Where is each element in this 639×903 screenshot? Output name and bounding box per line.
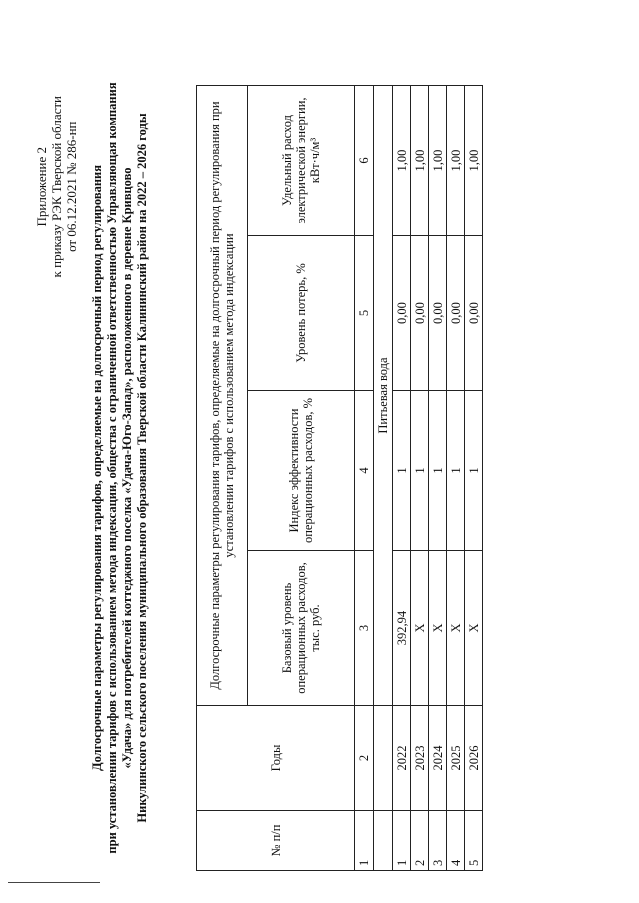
row-efficiency-index: 1: [465, 391, 483, 551]
column-number-cell: 5: [355, 236, 374, 391]
table-row: [429, 86, 447, 871]
header-efficiency-index: Индекс эффективности операционных расходов, %: [248, 391, 355, 551]
row-base-opex: X: [447, 551, 465, 706]
heading-line-2: при установлении тарифов с использованием метода индексации, общества с ограниченной ответственностью Управляющая компания: [105, 82, 119, 854]
table-row: [447, 86, 465, 871]
row-loss-level: 0,00: [411, 236, 429, 391]
appendix-line-2: к приказу РЭК Тверской области: [49, 96, 64, 278]
row-base-opex: X: [465, 551, 483, 706]
row-year: 2025: [447, 706, 465, 811]
row-loss-level: 0,00: [447, 236, 465, 391]
row-loss-level: 0,00: [465, 236, 483, 391]
row-loss-level: 0,00: [393, 236, 411, 391]
document-heading: [90, 73, 150, 863]
column-number-cell: 1: [355, 811, 374, 871]
header-group: Долгосрочные параметры регулирования тарифов, определяемые на долгосрочный период регулирования при установлении тарифов с использованием метода индексации: [197, 86, 248, 706]
row-energy-consumption: 1,00: [429, 86, 447, 236]
row-year: 2022: [393, 706, 411, 811]
row-number: 4: [447, 811, 465, 871]
column-number-cell: 6: [355, 86, 374, 236]
table-row: [411, 86, 429, 871]
appendix-note: [34, 96, 79, 277]
row-number: 2: [411, 811, 429, 871]
column-number-cell: 4: [355, 391, 374, 551]
row-year: 2024: [429, 706, 447, 811]
column-numbers-row: [355, 86, 374, 871]
row-number: 5: [465, 811, 483, 871]
heading-line-3: «Удача» для потребителей коттеджного поселка «Удача-Юго-Запад», расположенного в деревне Кривцово: [120, 167, 134, 769]
appendix-line-1: Приложение 2: [34, 146, 49, 227]
row-base-opex: X: [411, 551, 429, 706]
heading-line-4: Никулинского сельского поселения муниципального образования Тверской области Калининский район на 2022 – 2026 годы: [135, 113, 149, 823]
header-base-opex: Базовый уровень операционных расходов, тыс. руб.: [248, 551, 355, 706]
row-base-opex: 392,94: [393, 551, 411, 706]
row-base-opex: X: [429, 551, 447, 706]
table-row: [465, 86, 483, 871]
parameters-table: [196, 85, 483, 871]
footnote-separator-line: [8, 882, 100, 883]
header-number: № п/п: [197, 811, 355, 871]
row-year: 2026: [465, 706, 483, 811]
row-loss-level: 0,00: [429, 236, 447, 391]
header-row-1: [197, 86, 248, 871]
row-energy-consumption: 1,00: [465, 86, 483, 236]
row-year: 2023: [411, 706, 429, 811]
section-title: Питьевая вода: [374, 86, 393, 706]
header-energy-consumption: Удельный расход электрической энергии, кВт·ч/м³: [248, 86, 355, 236]
header-loss-level: Уровень потерь, %: [248, 236, 355, 391]
appendix-line-3: от 06.12.2021 № 286-нп: [64, 121, 79, 252]
section-empty-cell: [374, 811, 393, 871]
section-row: [374, 86, 393, 871]
row-efficiency-index: 1: [393, 391, 411, 551]
row-number: 1: [393, 811, 411, 871]
row-efficiency-index: 1: [411, 391, 429, 551]
table-row: [393, 86, 411, 871]
column-number-cell: 2: [355, 706, 374, 811]
column-number-cell: 3: [355, 551, 374, 706]
row-energy-consumption: 1,00: [447, 86, 465, 236]
row-efficiency-index: 1: [429, 391, 447, 551]
parameters-table-wrapper: [196, 86, 483, 871]
row-number: 3: [429, 811, 447, 871]
heading-line-1: Долгосрочные параметры регулирования тарифов, определяемые на долгосрочный период регулирования: [90, 165, 104, 772]
section-empty-cell: [374, 706, 393, 811]
header-years: Годы: [197, 706, 355, 811]
row-efficiency-index: 1: [447, 391, 465, 551]
row-energy-consumption: 1,00: [411, 86, 429, 236]
row-energy-consumption: 1,00: [393, 86, 411, 236]
